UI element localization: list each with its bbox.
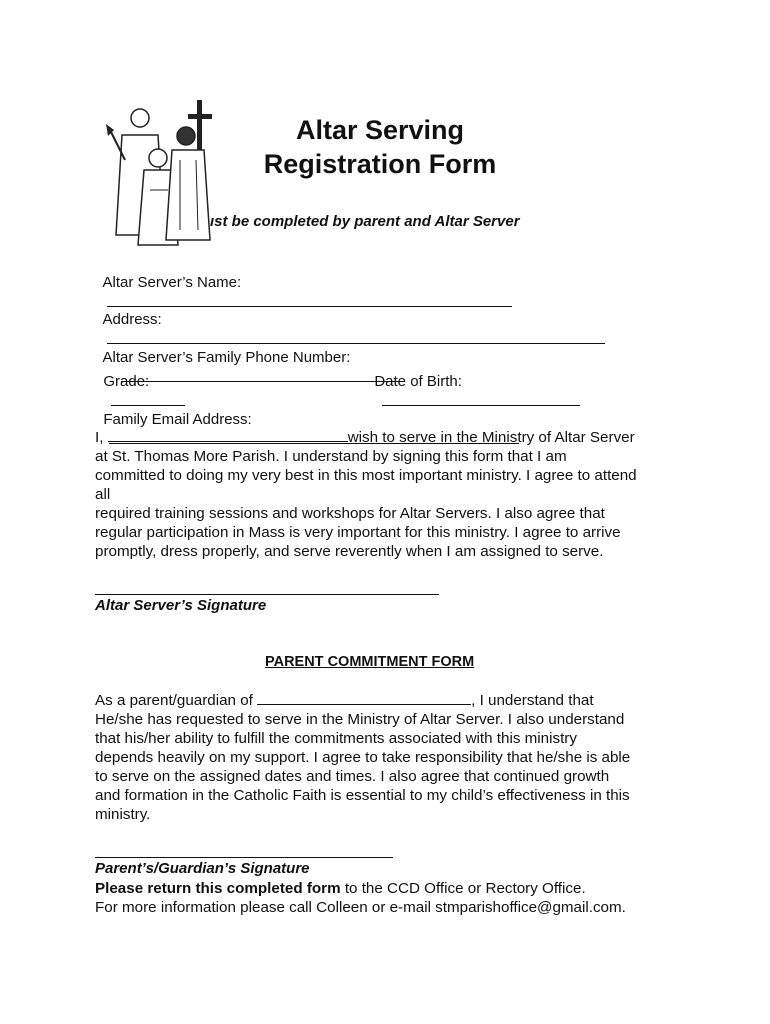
parent-line-4: depends heavily on my support. I agree to take responsibility that he/she is able [95, 749, 631, 766]
parent-section-heading: PARENT COMMITMENT FORM [265, 654, 475, 670]
address-label: Address: [102, 311, 162, 328]
parent-signature-label: Parent’s/Guardian’s Signature [95, 860, 310, 877]
parent-line-3: that his/her ability to fulfill the commitments associated with this ministry [95, 730, 577, 747]
child-name-field[interactable] [257, 690, 471, 705]
parent-line-7: ministry. [95, 806, 151, 823]
server-signature-label: Altar Server’s Signature [95, 597, 267, 614]
pledge-line-7: promptly, dress properly, and serve reverently when I am assigned to serve. [95, 543, 604, 560]
parent-commitment [95, 690, 695, 824]
footer-info: For more information please call Colleen or e-mail stmparishoffice@gmail.com. [95, 899, 626, 916]
grade-label: Grade: [103, 373, 150, 390]
pledge-line-2: at St. Thomas More Parish. I understand by signing this form that I am [95, 448, 567, 465]
server-pledge [95, 427, 695, 561]
parent-line-5: to serve on the assigned dates and times. I also agree that continued growth [95, 768, 610, 785]
pledge-line-6: regular participation in Mass is very important for this ministry. I agree to arrive [95, 524, 621, 541]
form-subtitle: ıst be completed by parent and Altar Server [210, 213, 520, 230]
server-name-label: Altar Server’s Name: [102, 274, 242, 291]
footer-return: Please return this completed form to the CCD Office or Rectory Office. [95, 880, 586, 897]
server-signature-line[interactable] [95, 594, 439, 595]
pledge-name-field[interactable] [108, 427, 348, 442]
parent-line-6: and formation in the Catholic Faith is essential to my child’s effectiveness in this [95, 787, 630, 804]
email-label: Family Email Address: [103, 411, 252, 428]
phone-label: Altar Server’s Family Phone Number: [102, 349, 351, 366]
pledge-line-5: required training sessions and workshops for Altar Servers. I also agree that [95, 505, 605, 522]
pledge-line-3: committed to doing my very best in this most important ministry. I agree to attend [95, 467, 637, 484]
form-title-line-1: Altar Serving [295, 115, 465, 145]
parent-signature-line[interactable] [95, 857, 393, 858]
form-title-line-2: Registration Form [263, 149, 497, 179]
dob-label: Date of Birth: [374, 373, 462, 390]
pledge-line-4: all [95, 486, 111, 503]
parent-line-1: As a parent/guardian of , I understand that [95, 692, 594, 709]
pledge-line-1: I, wish to serve in the Ministry of Altar Server [95, 429, 635, 446]
parent-line-2: He/she has requested to serve in the Ministry of Altar Server. I also understand [95, 711, 625, 728]
